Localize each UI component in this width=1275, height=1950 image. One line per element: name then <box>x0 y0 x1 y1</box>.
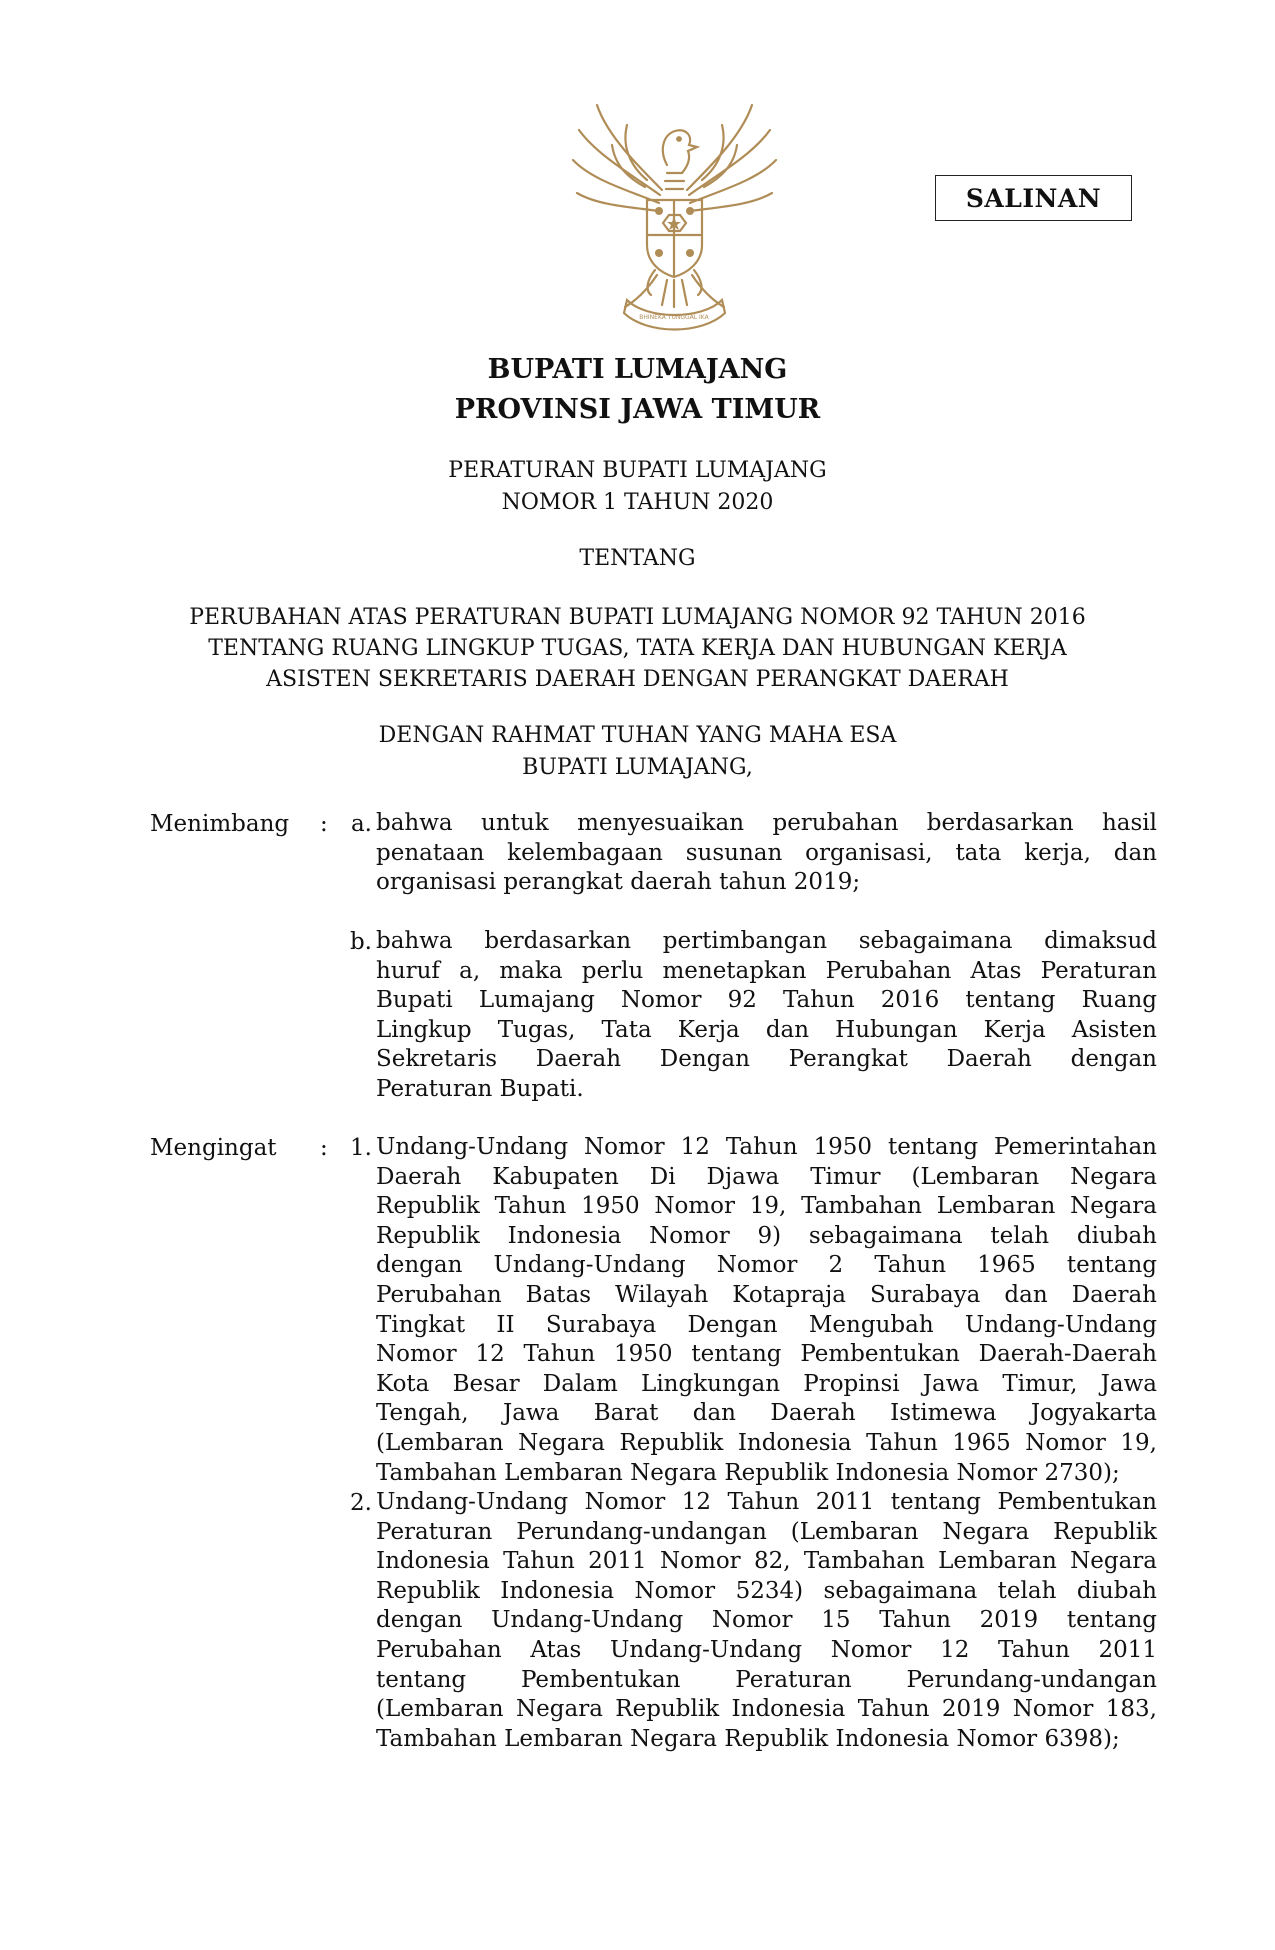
text-line: Nomor 12 Tahun 1950 tentang Pembentukan Daerah-Daerah <box>376 1341 1157 1368</box>
regulation-number: NOMOR 1 TAHUN 2020 <box>501 490 774 515</box>
mengingat-item-2 <box>376 1488 1157 1754</box>
text-line: Tengah, Jawa Barat dan Daerah Istimewa Jogyakarta <box>376 1400 1157 1427</box>
text-line: Tingkat II Surabaya Dengan Mengubah Undang-Undang <box>376 1311 1157 1338</box>
text-line: dengan Undang-Undang Nomor 2 Tahun 1965 tentang <box>376 1252 1157 1279</box>
regulation-title <box>0 455 1275 519</box>
text-line: Perubahan Atas Undang-Undang Nomor 12 Tahun 2011 <box>376 1636 1157 1663</box>
issuer-heading <box>0 350 1275 430</box>
text-line: Indonesia Tahun 2011 Nomor 82, Tambahan Lembaran Negara <box>376 1548 1157 1575</box>
garuda-emblem-icon <box>567 95 782 335</box>
text-line: penataan kelembagaan susunan organisasi, tata kerja, dan <box>376 839 1157 866</box>
subject-line: PERUBAHAN ATAS PERATURAN BUPATI LUMAJANG NOMOR 92 TAHUN 2016 <box>189 605 1086 630</box>
subject-line: TENTANG RUANG LINGKUP TUGAS, TATA KERJA DAN HUBUNGAN KERJA <box>208 636 1067 661</box>
menimbang-colon: : <box>320 811 328 837</box>
text-line: Peraturan Perundang-undangan (Lembaran Negara Republik <box>376 1518 1157 1545</box>
text-line: Lingkup Tugas, Tata Kerja dan Hubungan Kerja Asisten <box>376 1016 1157 1043</box>
mengingat-marker-2: 2. <box>350 1490 372 1516</box>
text-line: Daerah Kabupaten Di Djawa Timur (Lembaran Negara <box>376 1163 1157 1190</box>
text-line: bahwa untuk menyesuaikan perubahan berdasarkan hasil <box>376 810 1157 836</box>
regulation-name: PERATURAN BUPATI LUMAJANG <box>448 458 827 483</box>
text-line: (Lembaran Negara Republik Indonesia Tahun 2019 Nomor 183, <box>376 1696 1157 1723</box>
mengingat-label: Mengingat <box>150 1135 277 1161</box>
text-line: dengan Undang-Undang Nomor 15 Tahun 2019 tentang <box>376 1607 1157 1634</box>
text-line: Bupati Lumajang Nomor 92 Tahun 2016 tentang Ruang <box>376 987 1157 1014</box>
mengingat-item-1 <box>376 1133 1157 1488</box>
subject-line: ASISTEN SEKRETARIS DAERAH DENGAN PERANGKAT DAERAH <box>266 667 1009 692</box>
salinan-text: SALINAN <box>965 183 1102 213</box>
regulation-subject <box>0 602 1275 695</box>
text-line: Sekretaris Daerah Dengan Perangkat Daerah dengan <box>376 1046 1157 1073</box>
text-line: Undang-Undang Nomor 12 Tahun 2011 tentang Pembentukan <box>376 1489 1157 1515</box>
text-line: (Lembaran Negara Republik Indonesia Tahun 1965 Nomor 19, <box>376 1429 1157 1456</box>
menimbang-item-b <box>376 927 1157 1105</box>
text-line: Republik Indonesia Nomor 9) sebagaimana telah diubah <box>376 1222 1157 1249</box>
text-line: bahwa berdasarkan pertimbangan sebagaimana dimaksud <box>376 928 1157 954</box>
menimbang-item-a <box>376 809 1157 898</box>
issuer-title: BUPATI LUMAJANG <box>487 354 788 385</box>
mengingat-colon: : <box>320 1135 328 1161</box>
text-line: Republik Tahun 1950 Nomor 19, Tambahan Lembaran Negara <box>376 1193 1157 1220</box>
invocation <box>0 720 1275 784</box>
menimbang-label: Menimbang <box>150 811 290 837</box>
invocation-line: BUPATI LUMAJANG, <box>522 755 753 780</box>
text-line: Republik Indonesia Nomor 5234) sebagaimana telah diubah <box>376 1577 1157 1604</box>
text-line: Kota Besar Dalam Lingkungan Propinsi Jawa Timur, Jawa <box>376 1370 1157 1397</box>
text-line: tentang Pembentukan Peraturan Perundang-undangan <box>376 1666 1157 1693</box>
text-line: Tambahan Lembaran Negara Republik Indonesia Nomor 6398); <box>376 1725 1120 1752</box>
text-line: Undang-Undang Nomor 12 Tahun 1950 tentang Pemerintahan <box>376 1134 1157 1160</box>
text-line: Perubahan Batas Wilayah Kotapraja Surabaya dan Daerah <box>376 1281 1157 1308</box>
text-line: Peraturan Bupati. <box>376 1075 584 1102</box>
menimbang-marker-a: a. <box>350 811 372 837</box>
province-title: PROVINSI JAWA TIMUR <box>454 394 821 425</box>
menimbang-marker-b: b. <box>349 929 372 955</box>
text-line: Tambahan Lembaran Negara Republik Indonesia Nomor 2730); <box>376 1459 1120 1486</box>
mengingat-marker-1: 1. <box>350 1135 372 1161</box>
emblem-motto: BHINEKA TUNGGAL IKA <box>639 314 709 321</box>
text-line: huruf a, maka perlu menetapkan Perubahan Atas Peraturan <box>376 957 1157 984</box>
salinan-stamp <box>935 175 1132 221</box>
text-line: organisasi perangkat daerah tahun 2019; <box>376 869 861 896</box>
invocation-line: DENGAN RAHMAT TUHAN YANG MAHA ESA <box>378 723 897 748</box>
tentang-label: TENTANG <box>579 546 696 571</box>
